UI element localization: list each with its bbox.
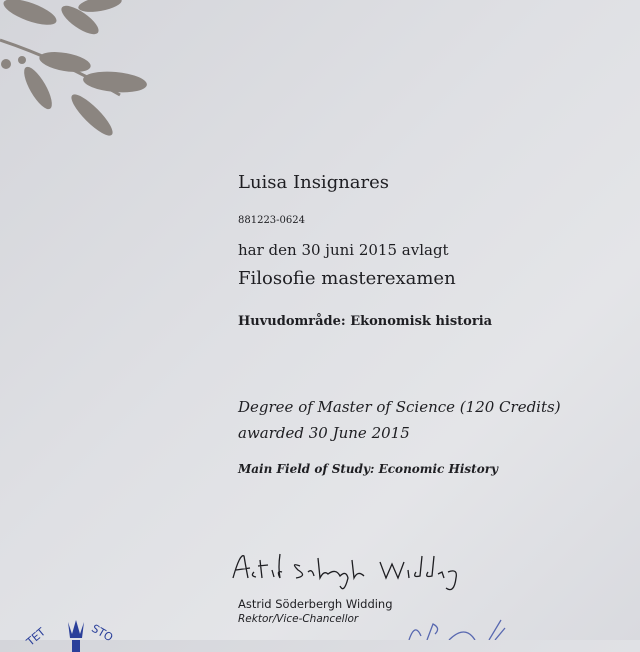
signature	[228, 548, 478, 598]
university-seal	[20, 612, 130, 652]
recipient-name: Luisa Insignares	[238, 172, 390, 193]
awarded-date-en: awarded 30 June 2015	[238, 424, 410, 442]
personal-id: 881223-0624	[238, 215, 306, 226]
main-field-sv: Huvudområde: Ekonomisk historia	[238, 314, 493, 329]
leaf-ornament	[0, 0, 160, 150]
second-signature	[405, 618, 515, 640]
signatory-title: Rektor/Vice-Chancellor	[238, 613, 359, 625]
awarded-date-sv: har den 30 juni 2015 avlagt	[238, 241, 449, 259]
degree-title-sv: Filosofie masterexamen	[238, 268, 456, 289]
signatory-name: Astrid Söderbergh Widding	[238, 597, 393, 611]
main-field-en: Main Field of Study: Economic History	[238, 462, 499, 476]
degree-title-en: Degree of Master of Science (120 Credits)	[238, 398, 561, 416]
svg-text:STO: STO	[89, 621, 116, 645]
svg-text:TET: TET	[24, 625, 48, 649]
